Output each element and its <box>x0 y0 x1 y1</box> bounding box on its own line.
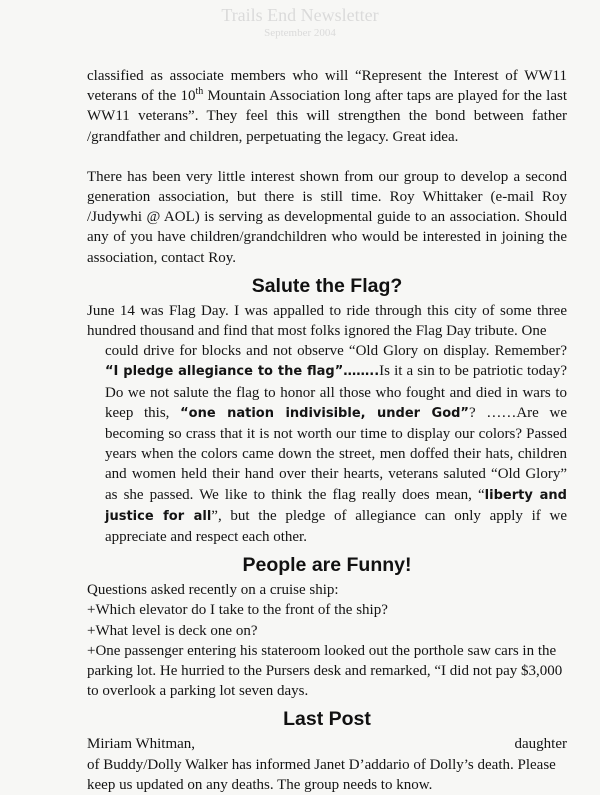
bleed-through-subtitle: September 2004 <box>264 27 336 39</box>
salute-heading: Salute the Flag? <box>251 274 403 297</box>
bleed-through-header <box>0 4 600 40</box>
last-post-text: of Buddy/Dolly Walker has informed Janet D’addario of Dolly’s death. Please keep us updated on any deaths. The group needs to know. <box>87 756 556 793</box>
salute-paragraph-2 <box>87 341 567 547</box>
last-post-daughter: daughter <box>514 736 567 753</box>
funny-story-porthole: +One passenger entering his stateroom looked out the porthole saw cars in the parking lot. He hurried to the Pursers desk and remarked, “I did not pay $3,000 to overlook a parking lot seven days. <box>87 642 563 700</box>
last-post-heading: Last Post <box>283 708 371 731</box>
intro-text-a: classified as associate members who will “Represent the Interest of WW11 veterans of the 10 <box>87 68 567 105</box>
salute-text-e: ”, but the pledge of allegiance can only apply if we appreciate and respect each other. <box>105 507 567 546</box>
intro-text-b: Mountain Association long after taps are played for the last WW11 veterans”. They feel this will strengthen the bond between father /grandfather and children, perpetuating the legacy. Great idea. <box>87 88 567 145</box>
pledge-quote: “I pledge allegiance to the flag”…….. <box>105 364 380 380</box>
liberty-quote: liberty and justice for all <box>105 487 567 524</box>
funny-intro-line: Questions asked recently on a cruise ship: <box>87 582 339 599</box>
last-post-name: Miriam Whitman, <box>87 736 196 753</box>
nation-quote: “one nation indivisible, under God” <box>180 405 469 421</box>
salute-text-c: Is it a sin to be patriotic today? Do we not salute the flag to honor all those who fought and died in wars to keep this, <box>105 363 567 421</box>
intro-paragraph-associates <box>87 66 567 147</box>
newsletter-page <box>87 66 567 795</box>
salute-text-a: could drive for blocks and not observe “Old Glory on display. Remember? <box>105 343 567 360</box>
funny-question-deck: +What level is deck one on? <box>87 622 258 639</box>
last-post-first-line <box>87 734 567 754</box>
funny-heading: People are Funny! <box>242 554 412 577</box>
salute-paragraph-1: June 14 was Flag Day. I was appalled to ride through this city of some three hundred thousand and find that most folks ignored the Flag Day tribute. One <box>87 302 567 340</box>
ordinal-suffix: th <box>195 86 204 98</box>
salute-text-d: ? ……Are we becoming so crass that it is not worth our time to display our colors? Passed years when the colors came down the street, men doffed their hats, children and women held their hand over their hearts, veterans saluted “Old Glory” as she passed. We like to think the flag really does mean, “ <box>105 404 567 503</box>
bleed-through-title: Trails End Newsletter <box>221 5 379 25</box>
intro-paragraph-second-generation: There has been very little interest shown from our group to develop a second generation association, but there is still time. Roy Whittaker (e-mail Roy /Judywhi @ AOL) is serving as developmental guide to an association. Should any of you have children/grandchildren who would be interested in joining the association, contact Roy. <box>87 168 567 266</box>
funny-question-elevator: +Which elevator do I take to the front of the ship? <box>87 602 388 619</box>
